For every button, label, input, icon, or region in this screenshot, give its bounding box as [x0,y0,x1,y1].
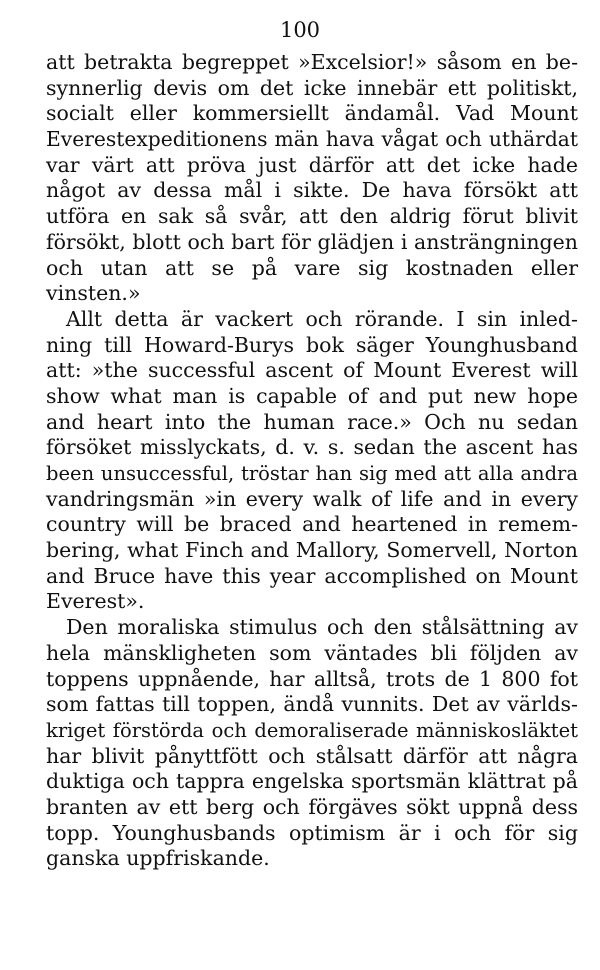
text-line: duktiga och tappra engelska sportsmän klättrat på [46,769,578,794]
text-line: har blivit pånyttfött och stålsatt därför att några [46,743,578,768]
text-line: Allt detta är vackert och rörande. I sin inled- [66,306,578,331]
text-line: försöket misslyckats, d. v. s. sedan the ascent has [46,435,578,460]
paragraph-1 [46,50,578,307]
text-line: and heart into the human race.» Och nu sedan [46,409,578,434]
paragraph-3 [46,615,578,872]
text-line: något av dessa mål i sikte. De hava försökt att [46,178,578,203]
text-line: vinsten.» [46,281,141,306]
text-line: ning till Howard-Burys bok säger Younghusband [46,332,578,357]
text-line: and Bruce have this year accomplished on Mount [46,563,578,588]
text-line: att: »the successful ascent of Mount Everest will [46,358,578,383]
paragraph-2 [46,307,578,615]
text-line: Den moraliska stimulus och den stålsättning av [66,615,578,640]
page-number: 100 [279,18,321,42]
text-line: show what man is capable of and put new hope [46,383,578,408]
text-line: branten av ett berg och förgäves sökt uppnå dess [46,794,578,819]
text-line: synnerlig devis om det icke innebär ett politiskt, [46,75,578,100]
text-line: Everest». [46,589,145,614]
text-line: ganska uppfriskande. [46,846,270,871]
text-line: utföra en sak så svår, att den aldrig förut blivit [46,204,578,229]
text-line: försökt, blott och bart för glädjen i ansträngningen [46,229,578,254]
text-line: Everestexpeditionens män hava vågat och uthärdat [46,127,578,152]
text-line: som fattas till toppen, ändå vunnits. Det av världs- [46,692,578,717]
text-line: toppens uppnående, har alltså, trots de 1 800 fot [46,666,578,691]
text-line: been unsuccessful, tröstar han sig med att alla andra [46,462,578,485]
text-line: country will be braced and heartened in remem- [46,512,578,537]
text-line: var värt att pröva just därför att det icke hade [46,152,578,177]
text-line: och utan att se på vare sig kostnaden eller [46,255,578,280]
text-line: kriget förstörda och demoraliserade människosläktet [46,718,578,742]
text-line: topp. Younghusbands optimism är i och för sig [46,820,578,845]
text-line: vandringsmän »in every walk of life and in every [46,486,578,511]
body-text [46,50,578,872]
text-line: hela mänskligheten som väntades bli följden av [46,640,578,665]
text-line: bering, what Finch and Mallory, Somervell, Norton [46,538,578,563]
text-line: socialt eller kommersiellt ändamål. Vad Mount [46,101,578,126]
text-line: att betrakta begreppet »Excelsior!» såsom en be- [46,50,578,74]
